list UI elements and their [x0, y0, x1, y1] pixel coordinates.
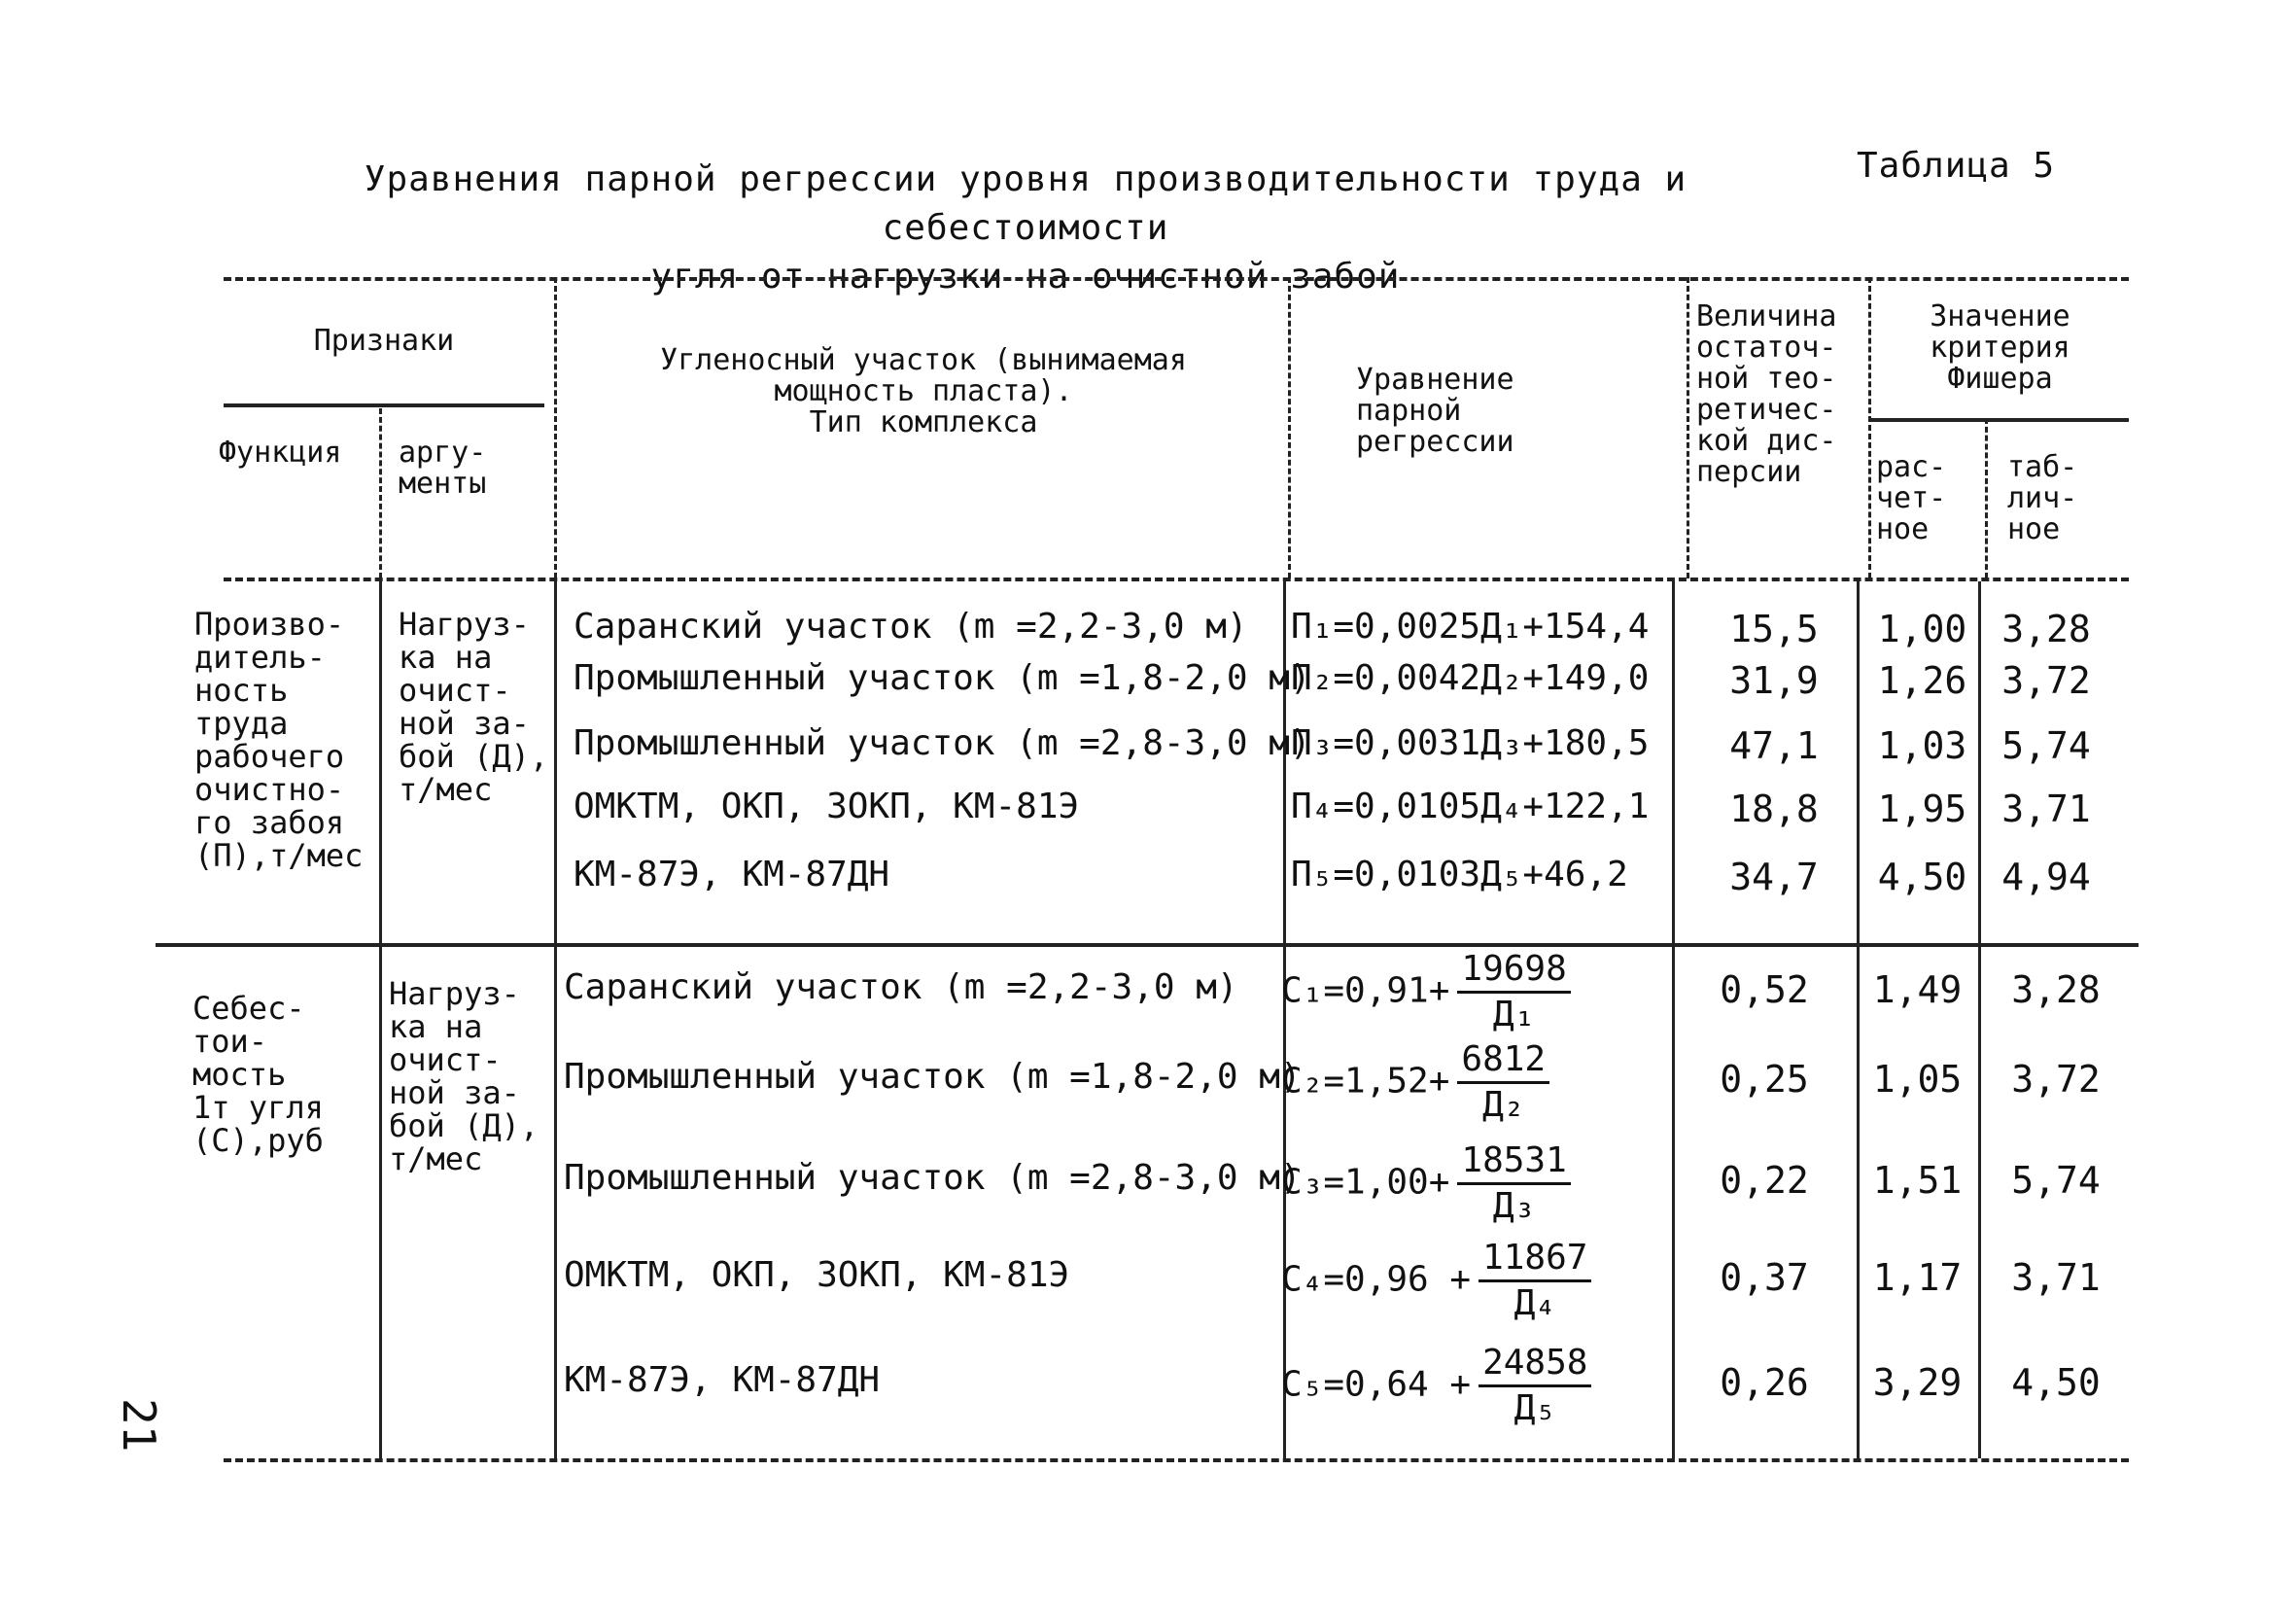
g2-row3-numerator: 18531: [1457, 1139, 1570, 1185]
rule-fisher: [1871, 418, 2129, 422]
rule-bottom: [224, 1458, 2129, 1462]
g2-row3-calc: 1,51: [1872, 1159, 1963, 1202]
g1-row1-eq: П₁=0,0025Д₁+154,4: [1291, 607, 1650, 647]
g2-row1-denominator: Д₁: [1492, 995, 1536, 1034]
g1-row2-site: Промышленный участок (m =1,8-2,0 м): [574, 658, 1311, 698]
g2-row4-eq-lhs: С₄=0,96 +: [1281, 1259, 1472, 1300]
g2-row4-calc: 1,17: [1872, 1256, 1963, 1299]
g2-row1-eq: [1281, 948, 1571, 1036]
g2-row5-table: 4,50: [2011, 1361, 2101, 1404]
g2-row2-denominator: Д₂: [1482, 1085, 1525, 1125]
g2-row5-calc: 3,29: [1872, 1361, 1963, 1404]
vrule-4-body: [1672, 581, 1675, 1458]
header-uravnenie: Уравнение парной регрессии: [1356, 363, 1514, 459]
vrule-2-body: [554, 581, 557, 1458]
g1-row2-disp: 31,9: [1729, 659, 1819, 702]
g2-row1-calc: 1,49: [1872, 968, 1963, 1011]
g2-row5-denominator: Д₅: [1513, 1388, 1556, 1428]
vrule-1-body: [379, 581, 382, 1458]
g2-row3-fraction: [1457, 1139, 1570, 1228]
group2-function: Себес- тои- мость 1т угля (С),руб: [192, 990, 324, 1159]
g1-row4-calc: 1,95: [1877, 788, 1967, 830]
g2-row2-eq-lhs: С₂=1,52+: [1281, 1061, 1450, 1102]
g2-row3-denominator: Д₃: [1492, 1186, 1536, 1226]
group1-argument: Нагруз- ка на очист- ной за- бой (Д), т/мес: [399, 606, 549, 808]
g2-row1-disp: 0,52: [1720, 968, 1809, 1011]
g2-row5-eq-lhs: С₅=0,64 +: [1281, 1364, 1472, 1405]
rule-header-bottom: [224, 578, 2129, 581]
header-raschetnoe: рас- чет- ное: [1876, 450, 1947, 546]
g1-row4-disp: 18,8: [1729, 788, 1819, 830]
g1-row2-table: 3,72: [2001, 659, 2091, 702]
vrule-6: [1985, 418, 1988, 578]
g2-row4-site: ОМКТМ, ОКП, 3ОКП, КМ-81Э: [564, 1255, 1070, 1295]
rule-priznaki: [224, 403, 544, 407]
g2-row1-table: 3,28: [2011, 968, 2101, 1011]
g1-row1-site: Саранский участок (m =2,2-3,0 м): [574, 607, 1248, 647]
g2-row2-calc: 1,05: [1872, 1058, 1963, 1101]
g2-row3-eq-lhs: С₃=1,00+: [1281, 1162, 1450, 1203]
table-label: Таблица 5: [1857, 146, 2056, 186]
g1-row3-table: 5,74: [2001, 724, 2091, 767]
g1-row5-eq: П₅=0,0103Д₅+46,2: [1291, 855, 1628, 894]
g1-row3-disp: 47,1: [1729, 724, 1819, 767]
g2-row4-eq: [1281, 1237, 1591, 1325]
g2-row4-table: 3,71: [2011, 1256, 2101, 1299]
g2-row1-site: Саранский участок (m =2,2-3,0 м): [564, 967, 1238, 1007]
g2-row4-numerator: 11867: [1478, 1237, 1591, 1282]
g1-row5-disp: 34,7: [1729, 856, 1819, 898]
vrule-6-body: [1978, 581, 1981, 1458]
rule-top: [224, 277, 2129, 281]
g2-row5-fraction: [1478, 1342, 1591, 1430]
g2-row3-table: 5,74: [2011, 1159, 2101, 1202]
g1-row1-table: 3,28: [2001, 608, 2091, 650]
header-funktsiya: Функция: [219, 436, 342, 470]
g2-row4-denominator: Д₄: [1513, 1283, 1556, 1323]
g1-row3-calc: 1,03: [1877, 724, 1967, 767]
g2-row5-numerator: 24858: [1478, 1342, 1591, 1387]
vrule-3: [1288, 277, 1291, 578]
header-dispersiya: Величина остаточ- ной тео- ретичес- кой дис- персии: [1696, 299, 1837, 489]
page-number: 21: [113, 1398, 165, 1453]
header-argumenty: аргу- менты: [399, 436, 487, 501]
g2-row2-site: Промышленный участок (m =1,8-2,0 м): [564, 1057, 1302, 1097]
g1-row1-disp: 15,5: [1729, 608, 1819, 650]
g1-row3-site: Промышленный участок (m =2,8-3,0 м): [574, 723, 1311, 763]
title-line-1: Уравнения парной регрессии уровня производительности труда и себестоимости: [364, 159, 1687, 248]
header-fisher: Значение критерия Фишера: [1930, 299, 2070, 396]
g2-row1-fraction: [1457, 948, 1570, 1036]
g2-row2-disp: 0,25: [1720, 1058, 1809, 1101]
g2-row2-table: 3,72: [2011, 1058, 2101, 1101]
g2-row3-site: Промышленный участок (m =2,8-3,0 м): [564, 1158, 1302, 1198]
g1-row4-table: 3,71: [2001, 788, 2091, 830]
g2-row5-eq: [1281, 1342, 1591, 1430]
g2-row2-fraction: [1457, 1038, 1549, 1127]
group2-argument: Нагруз- ка на очист- ной за- бой (Д), т/мес: [389, 975, 539, 1177]
g2-row1-eq-lhs: С₁=0,91+: [1281, 970, 1450, 1011]
g2-row4-fraction: [1478, 1237, 1591, 1325]
rule-group-divider: [156, 943, 2139, 947]
header-uchastok: Угленосный участок (вынимаемая мощность пласта). Тип комплекса: [660, 343, 1187, 439]
g1-row4-site: ОМКТМ, ОКП, 3ОКП, КМ-81Э: [574, 787, 1080, 826]
g1-row5-table: 4,94: [2001, 856, 2091, 898]
g1-row5-site: КМ-87Э, КМ-87ДН: [574, 855, 890, 894]
g2-row1-numerator: 19698: [1457, 948, 1570, 994]
g2-row3-disp: 0,22: [1720, 1159, 1809, 1202]
vrule-5-body: [1857, 581, 1860, 1458]
vrule-2: [554, 277, 557, 578]
title-line-2: угля от нагрузки на очистной забой: [650, 257, 1401, 297]
g1-row4-eq: П₄=0,0105Д₄+122,1: [1291, 787, 1650, 826]
g1-row5-calc: 4,50: [1877, 856, 1967, 898]
g2-row5-site: КМ-87Э, КМ-87ДН: [564, 1360, 881, 1400]
g1-row1-calc: 1,00: [1877, 608, 1967, 650]
group1-function: Произво- дитель- ность труда рабочего очистно- го забоя (П),т/мес: [194, 606, 364, 874]
vrule-4: [1687, 277, 1689, 578]
g2-row2-eq: [1281, 1038, 1549, 1127]
g2-row3-eq: [1281, 1139, 1571, 1228]
g1-row3-eq: П₃=0,0031Д₃+180,5: [1291, 723, 1650, 763]
header-priznaki: Признаки: [313, 324, 455, 358]
g2-row2-numerator: 6812: [1457, 1038, 1549, 1084]
header-tablichnoe: таб- лич- ное: [2007, 450, 2078, 546]
g2-row5-disp: 0,26: [1720, 1361, 1809, 1404]
g1-row2-eq: П₂=0,0042Д₂+149,0: [1291, 658, 1650, 698]
vrule-1: [379, 408, 382, 578]
g1-row2-calc: 1,26: [1877, 659, 1967, 702]
g2-row4-disp: 0,37: [1720, 1256, 1809, 1299]
